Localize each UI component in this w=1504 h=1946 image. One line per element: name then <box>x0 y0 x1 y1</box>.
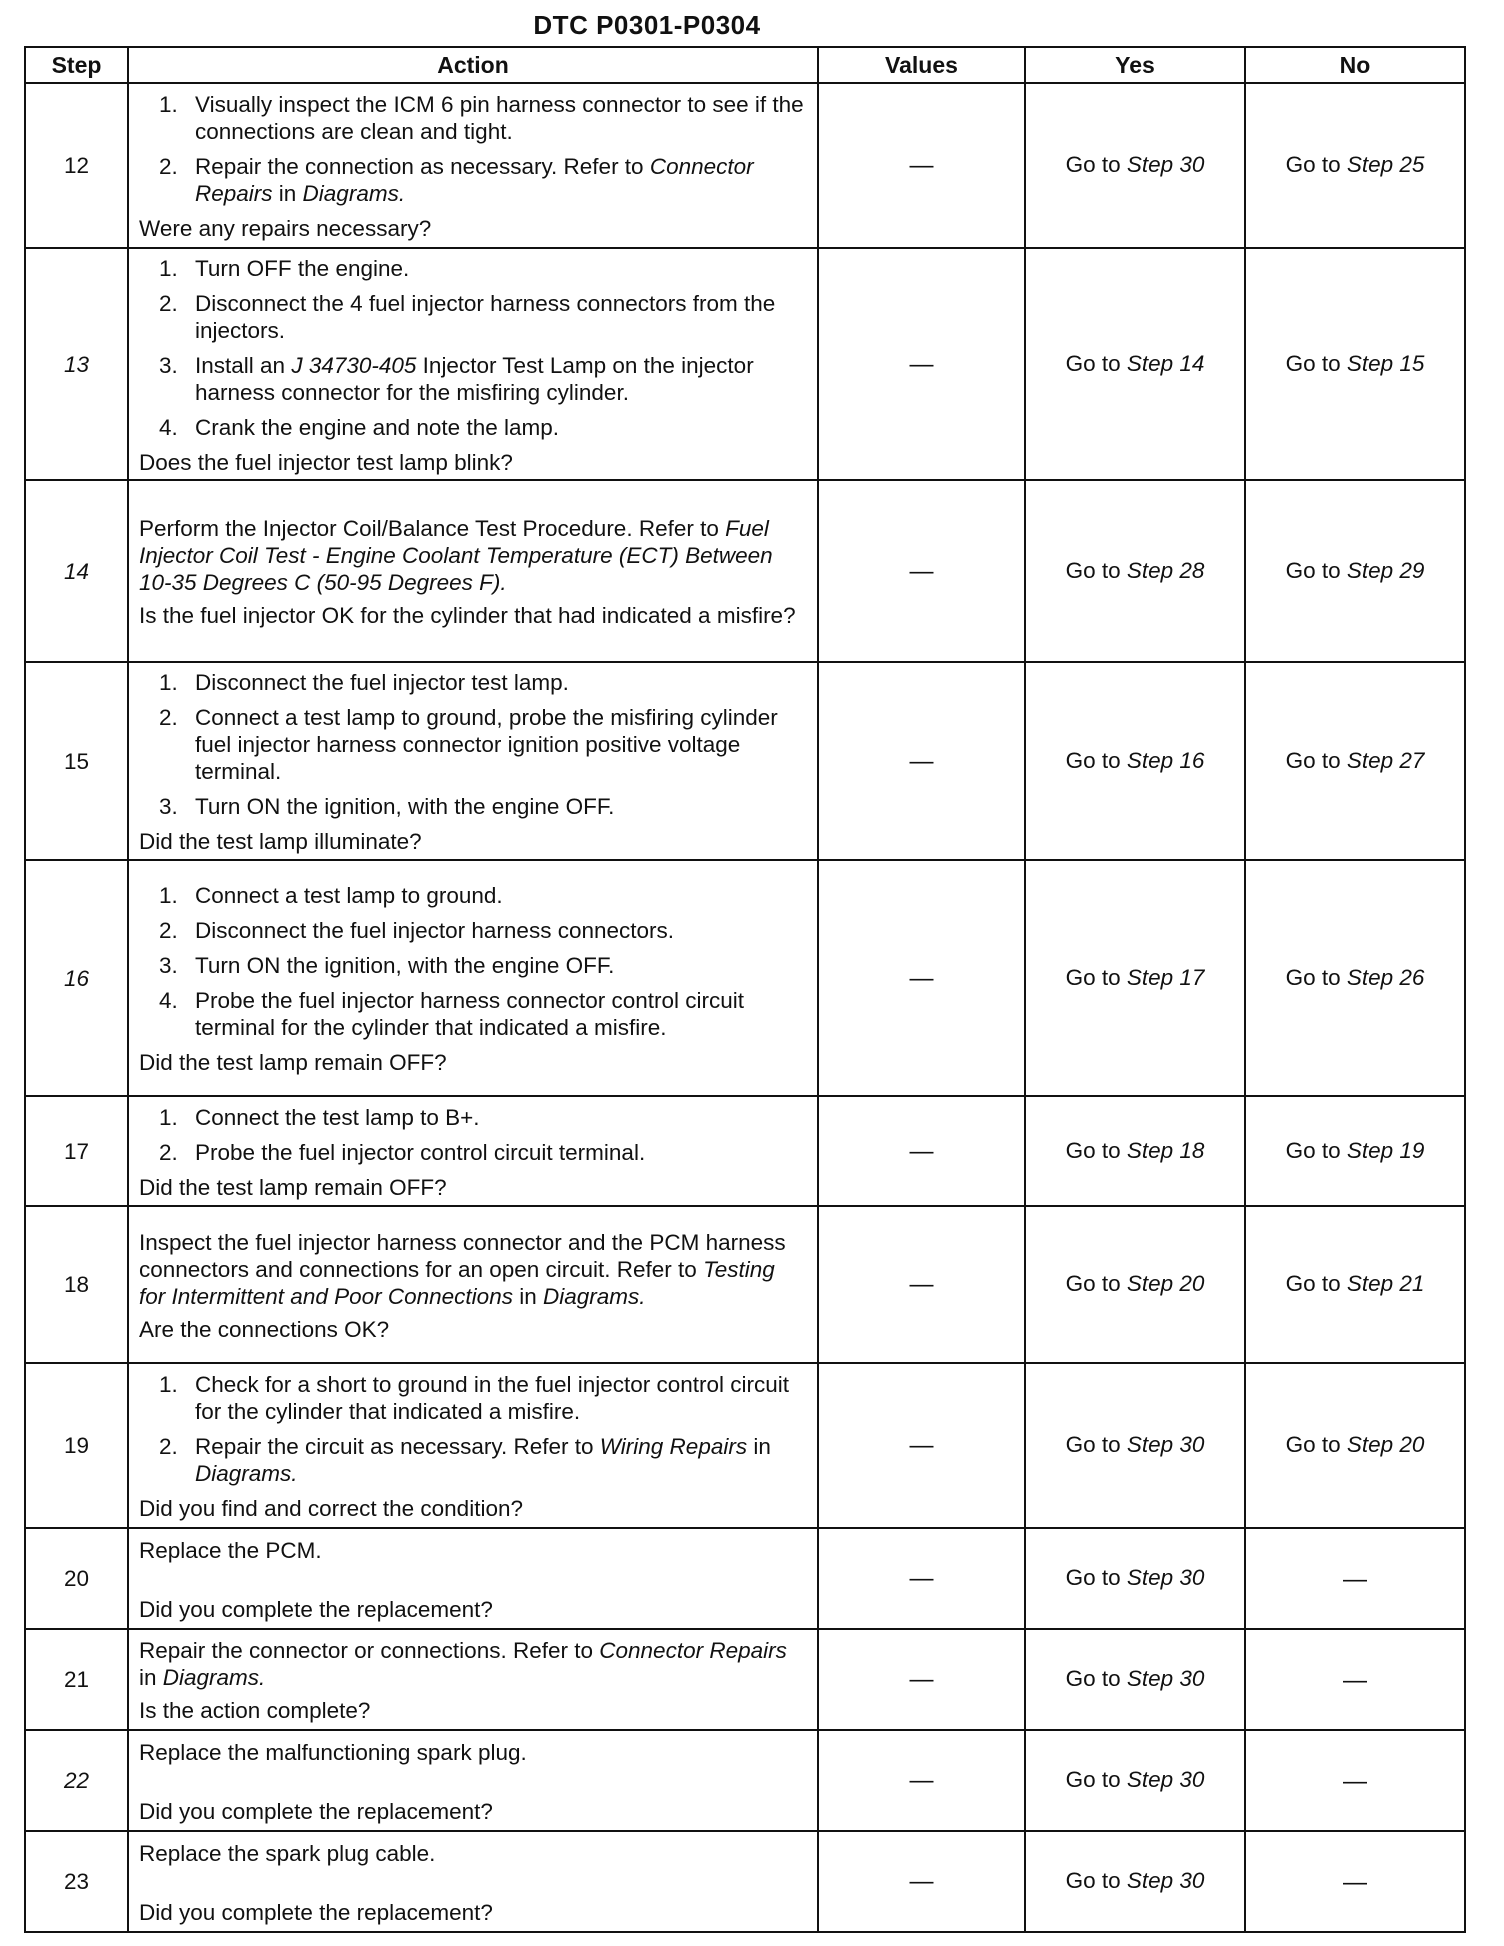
step-number: 21 <box>25 1629 128 1730</box>
header-no: No <box>1245 47 1465 83</box>
action-step: 1. Turn OFF the engine. <box>184 255 807 282</box>
no-cell: Go to Step 25 <box>1245 83 1465 248</box>
step-number: 19 <box>25 1363 128 1528</box>
yes-step-link[interactable]: Step 28 <box>1126 557 1205 583</box>
step-number: 17 <box>25 1096 128 1206</box>
no-cell: Go to Step 15 <box>1245 248 1465 480</box>
no-cell: Go to Step 21 <box>1245 1206 1465 1363</box>
action-question: Did you complete the replacement? <box>139 1798 493 1824</box>
yes-cell: Go to Step 18 <box>1025 1096 1245 1206</box>
yes-cell: Go to Step 30 <box>1025 1629 1245 1730</box>
yes-cell: Go to Step 30 <box>1025 1730 1245 1831</box>
action-step: 2. Disconnect the fuel injector harness connectors. <box>184 917 807 944</box>
header-action: Action <box>128 47 818 83</box>
header-values: Values <box>818 47 1025 83</box>
yes-step-link[interactable]: Step 30 <box>1126 1868 1205 1893</box>
action-text: Perform the Injector Coil/Balance Test Procedure. Refer to Fuel Injector Coil Test - Engine Coolant Temperature (ECT) Between 10-35 Degrees C (50-95 Degrees F). <box>139 516 773 595</box>
action-steps <box>139 255 807 441</box>
action-step: 1. Connect a test lamp to ground. <box>184 882 807 909</box>
action-question: Did you complete the replacement? <box>139 1899 493 1925</box>
table-row <box>25 1363 1465 1528</box>
values-cell: — <box>818 1730 1025 1831</box>
table-row <box>25 1730 1465 1831</box>
step-number: 18 <box>25 1206 128 1363</box>
yes-cell: Go to Step 28 <box>1025 480 1245 662</box>
action-steps <box>139 1104 807 1166</box>
action-question: Did the test lamp illuminate? <box>139 829 422 854</box>
no-step-link[interactable]: Step 29 <box>1346 557 1425 583</box>
yes-step-link[interactable]: Step 16 <box>1126 747 1205 773</box>
table-row <box>25 83 1465 248</box>
no-cell: Go to Step 26 <box>1245 860 1465 1096</box>
yes-step-link[interactable]: Step 30 <box>1126 1666 1205 1691</box>
step-number: 13 <box>25 248 128 480</box>
action-step: 1. Disconnect the fuel injector test lamp. <box>184 669 807 696</box>
action-cell <box>128 1528 818 1629</box>
yes-cell: Go to Step 20 <box>1025 1206 1245 1363</box>
no-step-link[interactable]: Step 25 <box>1346 152 1425 177</box>
action-step: 1. Connect the test lamp to B+. <box>184 1104 807 1131</box>
yes-step-link[interactable]: Step 14 <box>1126 350 1205 376</box>
no-cell: — <box>1245 1629 1465 1730</box>
action-step: 3. Install an J 34730-405 Injector Test Lamp on the injector harness connector for the misfiring cylinder. <box>184 352 807 406</box>
yes-step-link[interactable]: Step 18 <box>1126 1137 1205 1163</box>
action-text: Replace the spark plug cable. <box>139 1840 436 1866</box>
step-number: 16 <box>25 860 128 1096</box>
action-cell <box>128 480 818 662</box>
action-cell <box>128 662 818 860</box>
header-step: Step <box>25 47 128 83</box>
action-question: Did you complete the replacement? <box>139 1596 493 1622</box>
action-steps <box>139 91 807 207</box>
diagnostic-table <box>24 46 1466 1933</box>
action-cell <box>128 1730 818 1831</box>
action-cell <box>128 1629 818 1730</box>
yes-step-link[interactable]: Step 30 <box>1126 152 1205 177</box>
action-cell <box>128 83 818 248</box>
step-number: 22 <box>25 1730 128 1831</box>
yes-cell: Go to Step 30 <box>1025 83 1245 248</box>
action-question: Did the test lamp remain OFF? <box>139 1174 447 1200</box>
action-step: 2. Probe the fuel injector control circuit terminal. <box>184 1139 807 1166</box>
yes-step-link[interactable]: Step 30 <box>1126 1565 1205 1590</box>
action-step: 2. Repair the circuit as necessary. Refer to Wiring Repairs in Diagrams. <box>184 1433 807 1487</box>
yes-cell: Go to Step 30 <box>1025 1831 1245 1932</box>
action-question: Did you find and correct the condition? <box>139 1496 523 1521</box>
table-header-row <box>25 47 1465 83</box>
action-cell <box>128 1206 818 1363</box>
action-question: Did the test lamp remain OFF? <box>139 1050 447 1075</box>
action-step: 2. Disconnect the 4 fuel injector harness connectors from the injectors. <box>184 290 807 344</box>
yes-step-link[interactable]: Step 20 <box>1126 1271 1205 1296</box>
yes-cell: Go to Step 17 <box>1025 860 1245 1096</box>
step-number: 12 <box>25 83 128 248</box>
values-cell: — <box>818 1206 1025 1363</box>
no-step-link[interactable]: Step 19 <box>1346 1137 1425 1163</box>
no-step-link[interactable]: Step 26 <box>1346 964 1425 990</box>
action-steps <box>139 669 807 820</box>
table-row <box>25 1528 1465 1629</box>
action-cell <box>128 1363 818 1528</box>
step-number: 15 <box>25 662 128 860</box>
values-cell: — <box>818 860 1025 1096</box>
no-cell: Go to Step 27 <box>1245 662 1465 860</box>
action-steps <box>139 1371 807 1487</box>
action-text: Repair the connector or connections. Refer to Connector Repairs in Diagrams. <box>139 1638 787 1690</box>
action-question: Is the fuel injector OK for the cylinder that had indicated a misfire? <box>139 603 796 628</box>
values-cell: — <box>818 1528 1025 1629</box>
action-step: 1. Visually inspect the ICM 6 pin harness connector to see if the connections are clean and tight. <box>184 91 807 145</box>
reference-link[interactable]: Connector Repairs <box>599 1638 787 1663</box>
action-steps <box>139 882 807 1041</box>
values-cell: — <box>818 480 1025 662</box>
no-cell: — <box>1245 1831 1465 1932</box>
values-cell: — <box>818 1629 1025 1730</box>
action-question: Does the fuel injector test lamp blink? <box>139 449 513 475</box>
reference-link[interactable]: Diagrams. <box>543 1283 646 1309</box>
no-cell: Go to Step 19 <box>1245 1096 1465 1206</box>
table-row <box>25 662 1465 860</box>
no-step-link[interactable]: Step 15 <box>1346 350 1425 376</box>
action-step: 2. Connect a test lamp to ground, probe the misfiring cylinder fuel injector harness connector ignition positive voltage terminal. <box>184 704 807 785</box>
reference-link[interactable]: Fuel Injector Coil Test - Engine Coolant Temperature (ECT) Between 10-35 Degrees C (50-95 Degrees F). <box>139 516 773 595</box>
table-row <box>25 1096 1465 1206</box>
values-cell: — <box>818 1096 1025 1206</box>
table-row <box>25 1629 1465 1730</box>
no-step-link[interactable]: Step 20 <box>1346 1432 1425 1457</box>
values-cell: — <box>818 662 1025 860</box>
no-step-link[interactable]: Step 27 <box>1346 747 1425 773</box>
action-text: Replace the PCM. <box>139 1537 322 1563</box>
action-step: 1. Check for a short to ground in the fuel injector control circuit for the cylinder that indicated a misfire. <box>184 1371 807 1425</box>
no-cell: — <box>1245 1528 1465 1629</box>
yes-cell: Go to Step 14 <box>1025 248 1245 480</box>
yes-cell: Go to Step 30 <box>1025 1528 1245 1629</box>
no-step-link[interactable]: Step 21 <box>1346 1271 1425 1296</box>
no-cell: Go to Step 20 <box>1245 1363 1465 1528</box>
action-cell <box>128 860 818 1096</box>
yes-step-link[interactable]: Step 30 <box>1126 1767 1205 1792</box>
no-cell: — <box>1245 1730 1465 1831</box>
table-row <box>25 480 1465 662</box>
no-cell: Go to Step 29 <box>1245 480 1465 662</box>
action-text: Inspect the fuel injector harness connector and the PCM harness connectors and connections for an open circuit. Refer to Testing for Intermittent and Poor Connections in Diagrams. <box>139 1229 786 1309</box>
values-cell: — <box>818 248 1025 480</box>
action-question: Are the connections OK? <box>139 1316 390 1342</box>
yes-step-link[interactable]: Step 30 <box>1126 1432 1205 1457</box>
action-step: 4. Probe the fuel injector harness connector control circuit terminal for the cylinder that indicated a misfire. <box>184 987 807 1041</box>
values-cell: — <box>818 83 1025 248</box>
reference-link[interactable]: Diagrams. <box>162 1665 266 1690</box>
action-cell <box>128 1096 818 1206</box>
yes-cell: Go to Step 30 <box>1025 1363 1245 1528</box>
step-number: 20 <box>25 1528 128 1629</box>
action-cell <box>128 248 818 480</box>
action-step: 3. Turn ON the ignition, with the engine OFF. <box>184 793 807 820</box>
action-step: 4. Crank the engine and note the lamp. <box>184 414 807 441</box>
reference-link[interactable]: Testing for Intermittent and Poor Connections <box>139 1256 775 1309</box>
page-title: DTC P0301-P0304 <box>533 10 761 40</box>
action-step: 2. Repair the connection as necessary. Refer to Connector Repairs in Diagrams. <box>184 153 807 207</box>
action-cell <box>128 1831 818 1932</box>
action-question: Were any repairs necessary? <box>139 216 432 241</box>
step-number: 14 <box>25 480 128 662</box>
action-step: 3. Turn ON the ignition, with the engine OFF. <box>184 952 807 979</box>
table-row <box>25 248 1465 480</box>
values-cell: — <box>818 1363 1025 1528</box>
values-cell: — <box>818 1831 1025 1932</box>
yes-step-link[interactable]: Step 17 <box>1126 964 1205 990</box>
table-row <box>25 860 1465 1096</box>
table-row <box>25 1206 1465 1363</box>
step-number: 23 <box>25 1831 128 1932</box>
action-text: Replace the malfunctioning spark plug. <box>139 1739 527 1765</box>
header-yes: Yes <box>1025 47 1245 83</box>
action-question: Is the action complete? <box>139 1698 371 1723</box>
yes-cell: Go to Step 16 <box>1025 662 1245 860</box>
table-row <box>25 1831 1465 1932</box>
